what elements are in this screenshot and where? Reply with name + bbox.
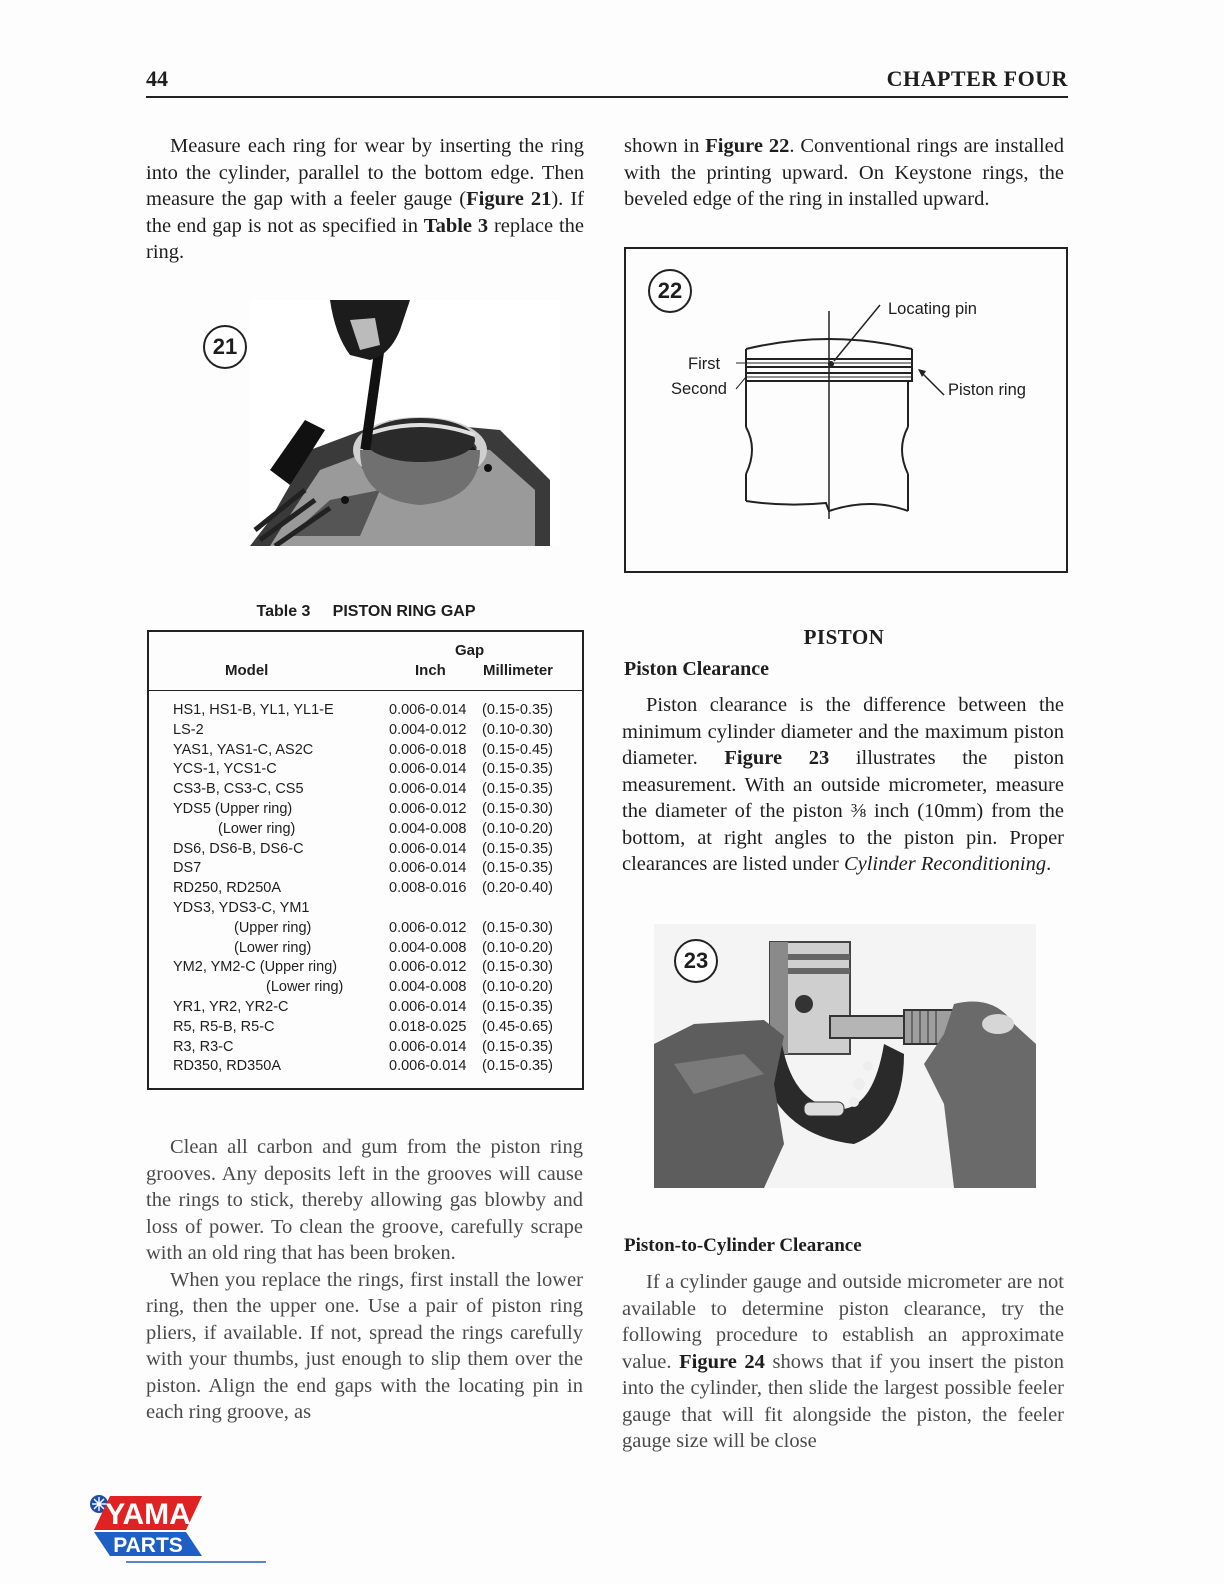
cell-inch: 0.004-0.008: [389, 939, 467, 956]
table-row: [149, 1058, 582, 1078]
text-run: When you replace the rings, first install the lower ring, then the upper one. Use a pair of piston ring pliers, if available. If not, spread the rings carefully with your thumbs, just enough to slip them over the piston. Align the end gaps with the locating pin in each ring groove, as: [146, 1268, 583, 1423]
table-row: [149, 722, 582, 742]
header-millimeter: Millimeter: [483, 662, 554, 679]
piston-diagram: [626, 249, 1066, 571]
cell-inch: 0.006-0.014: [389, 998, 467, 1015]
cell-model: DS6, DS6-B, DS6-C: [173, 840, 304, 857]
cell-model: YDS3, YDS3-C, YM1: [173, 899, 310, 916]
cell-model: DS7: [173, 860, 202, 877]
right-paragraph-1: [624, 133, 1064, 213]
cell-inch: 0.006-0.014: [389, 702, 467, 718]
cell-inch: 0.006-0.014: [389, 1038, 467, 1055]
label-first: First: [688, 355, 721, 373]
table-row: [149, 761, 582, 781]
figure-ref: Figure 24: [679, 1350, 765, 1373]
table-row: [149, 702, 582, 722]
text-run: Clean all carbon and gum from the piston ring grooves. Any deposits left in the grooves will cause the rings to stick, thereby allowing gas blowby and loss of power. To clean the groove, carefully scrape with an old ring that has been broken.: [146, 1136, 583, 1264]
text-run: replace the ring.: [146, 214, 584, 263]
table-row: [149, 1039, 582, 1059]
cell-model: R5, R5-B, R5-C: [173, 1018, 275, 1035]
cell-inch: 0.008-0.016: [389, 880, 467, 897]
cell-inch: 0.006-0.014: [389, 1058, 467, 1075]
logo-text-bottom: PARTS: [113, 1534, 183, 1557]
cell-millimeter: (0.15-0.35): [482, 781, 553, 798]
text-run: Piston clearance is the difference between the minimum cylinder diameter and the maximum piston diameter.: [622, 694, 1064, 769]
label-second: Second: [671, 380, 727, 398]
cell-inch: 0.004-0.008: [389, 979, 467, 996]
subheading-piston-to-cylinder: Piston-to-Cylinder Clearance: [624, 1235, 862, 1256]
section-title: PISTON: [803, 625, 885, 649]
cell-model: HS1, HS1-B, YL1, YL1-E: [173, 702, 334, 718]
text-run: If a cylinder gauge and outside micrometer are not available to determine piston clearance, try the following procedure to establish an approximate value.: [622, 1271, 1064, 1373]
figure-22-box: [624, 247, 1068, 573]
subheading-piston-clearance: Piston Clearance: [624, 658, 769, 680]
cell-millimeter: (0.15-0.35): [482, 860, 553, 877]
table-row: [149, 880, 582, 900]
cell-model: CS3-B, CS3-C, CS5: [173, 781, 304, 798]
cell-model: RD350, RD350A: [173, 1058, 281, 1075]
cell-inch: 0.006-0.012: [389, 959, 467, 976]
text-run: shown in: [624, 135, 706, 157]
cell-millimeter: (0.45-0.65): [482, 1018, 553, 1035]
figure-ref: Figure 22: [705, 135, 790, 157]
header-model: Model: [225, 662, 269, 679]
cell-model: YM2, YM2-C (Upper ring): [173, 959, 338, 976]
table-row: [149, 1019, 582, 1039]
text-run: . Conventional rings are installed with the printing upward. On Keystone rings, the beveled edge of the ring in installed upward.: [624, 135, 1064, 210]
right-paragraph-3: [622, 1269, 1064, 1455]
cell-inch: 0.006-0.018: [389, 741, 467, 758]
table-row: [149, 860, 582, 880]
figure-ref: Figure 23: [724, 747, 830, 769]
cell-inch: 0.006-0.014: [389, 840, 467, 857]
cell-millimeter: (0.15-0.35): [482, 998, 553, 1015]
table-ref: Table 3: [423, 214, 489, 237]
right-paragraph-2: [622, 692, 1064, 878]
cell-millimeter: (0.15-0.30): [482, 800, 553, 817]
cell-inch: 0.006-0.014: [389, 761, 467, 778]
figure-22-number: 22: [648, 269, 692, 313]
cell-model: YR1, YR2, YR2-C: [173, 998, 289, 1015]
table-row: [149, 841, 582, 861]
table-row: [149, 781, 582, 801]
table-header: [149, 632, 582, 691]
left-paragraph-2: [146, 1134, 583, 1426]
label-locating-pin: Locating pin: [888, 300, 977, 318]
text-run: .: [1046, 853, 1052, 875]
cell-millimeter: (0.15-0.30): [482, 919, 553, 936]
cell-millimeter: (0.15-0.35): [482, 702, 553, 718]
cell-millimeter: (0.15-0.30): [482, 959, 553, 976]
cell-inch: 0.006-0.012: [389, 800, 467, 817]
table-row: [149, 900, 582, 920]
figure-ref: Figure 21: [466, 188, 552, 210]
table-row: [149, 920, 582, 940]
header-gap: Gap: [455, 642, 485, 659]
cell-millimeter: (0.10-0.30): [482, 721, 553, 738]
cell-inch: 0.006-0.014: [389, 860, 467, 877]
yama-parts-logo[interactable]: [86, 1490, 276, 1564]
text-run: Measure each ring for wear by inserting the ring into the cylinder, parallel to the bottom edge. Then measure the gap with a feeler gauge (: [146, 135, 584, 210]
cell-millimeter: (0.20-0.40): [482, 880, 553, 897]
table-body: [149, 702, 582, 1078]
text-run: illustrates the piston measurement. With an outside micrometer, measure the diameter of the piston ⅜ inch (10mm) from the bottom, at right angles to the piston pin. Proper clearances are listed under: [622, 747, 1064, 875]
cell-millimeter: (0.15-0.35): [482, 840, 553, 857]
cell-model: RD250, RD250A: [173, 880, 281, 897]
table-3: [147, 630, 584, 1090]
cell-millimeter: (0.10-0.20): [482, 820, 553, 837]
section-ref: Cylinder Reconditioning: [843, 853, 1047, 875]
cell-millimeter: (0.10-0.20): [482, 979, 553, 996]
figure-21-number: 21: [203, 325, 247, 369]
table-row: [149, 742, 582, 762]
header-rule: [146, 96, 1068, 98]
cell-model: YCS-1, YCS1-C: [173, 761, 277, 778]
table-row: [149, 801, 582, 821]
cell-millimeter: (0.10-0.20): [482, 939, 553, 956]
cell-inch: 0.004-0.012: [389, 721, 467, 738]
cell-model: LS-2: [173, 721, 204, 738]
figure-23-number: 23: [674, 939, 718, 983]
table-row: [149, 999, 582, 1019]
cell-millimeter: (0.15-0.35): [482, 1058, 553, 1075]
table-row: [149, 979, 582, 999]
table-row: [149, 959, 582, 979]
header-inch: Inch: [415, 662, 446, 679]
cell-millimeter: (0.15-0.35): [482, 1038, 553, 1055]
cell-model: (Lower ring): [234, 939, 312, 956]
cell-millimeter: (0.15-0.35): [482, 761, 553, 778]
figure-21-photo: [250, 300, 560, 546]
cell-model: YAS1, YAS1-C, AS2C: [173, 741, 314, 758]
table-row: [149, 821, 582, 841]
text-run: ). If the end gap is not as specified in: [146, 188, 584, 237]
cell-model: (Upper ring): [234, 919, 312, 936]
cell-model: YDS5 (Upper ring): [173, 800, 293, 817]
table-3-title: Table 3 PISTON RING GAP: [256, 603, 476, 620]
cell-inch: 0.004-0.008: [389, 820, 467, 837]
cell-millimeter: (0.15-0.45): [482, 741, 553, 758]
label-piston-ring: Piston ring: [948, 381, 1026, 399]
cell-model: (Lower ring): [266, 979, 344, 996]
text-run: shows that if you insert the piston into the cylinder, then slide the largest possible feeler gauge that will fit alongside the piston, the feeler gauge size will be close: [622, 1350, 1064, 1452]
cell-model: R3, R3-C: [173, 1038, 234, 1055]
chapter-title: CHAPTER FOUR: [886, 66, 1068, 91]
page-number: 44: [146, 66, 168, 91]
cell-inch: 0.006-0.012: [389, 919, 467, 936]
table-row: [149, 940, 582, 960]
cell-inch: 0.006-0.014: [389, 781, 467, 798]
logo-text-top: YAMA: [105, 1498, 191, 1531]
cell-model: (Lower ring): [218, 820, 296, 837]
left-paragraph-1: [146, 133, 584, 266]
cell-inch: 0.018-0.025: [389, 1018, 467, 1035]
